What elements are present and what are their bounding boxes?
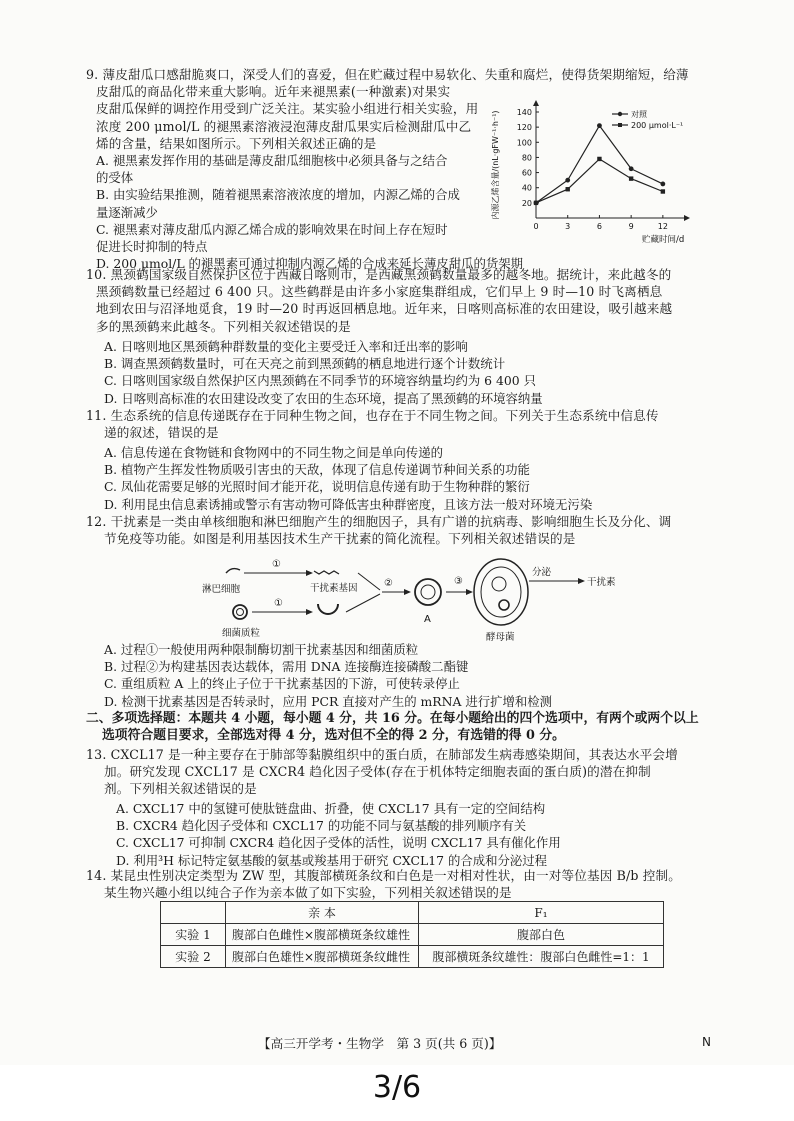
table-row: [161, 946, 664, 968]
question-13-options: [116, 800, 561, 869]
question-9-line: 皮甜瓜保鲜的调控作用受到广泛关注。某实验小组进行相关实验，用: [96, 101, 479, 117]
question-11-option: C. 凤仙花需要足够的光照时间才能开花，说明信息传递有助于生物种群的繁衍: [104, 479, 530, 495]
step1-label-bottom: ①: [274, 598, 283, 609]
data-point: [629, 166, 634, 171]
x-tick-label: 12: [657, 222, 668, 231]
question-11-option: D. 利用昆虫信息素诱捕或警示有害动物可降低害虫种群密度，且该方法一般对环境无污染: [104, 496, 593, 512]
question-13-option: B. CXCR4 趋化因子受体和 CXCL17 的功能不同与氨基酸的排列顺序有关: [116, 818, 527, 834]
table-cell: 腹部白色: [419, 924, 664, 946]
question-9-line: 浓度 200 μmol/L 的褪黑素溶液浸泡薄皮甜瓜果实后检测甜瓜中乙: [96, 118, 472, 134]
arrowhead: [306, 570, 313, 576]
table-cell: 腹部横斑条纹雄性：腹部白色雌性=1：1: [419, 946, 664, 968]
question-10-options: [104, 338, 543, 407]
step1-label-top: ①: [272, 559, 281, 570]
interferon-flow-diagram: [196, 548, 626, 643]
arrowhead: [466, 589, 473, 595]
question-12-option: B. 过程②为构建基因表达载体，需用 DNA 连接酶连接磷酸二酯键: [104, 659, 469, 675]
question-13-line: 加。研究发现 CXCL17 是 CXCR4 趋化因子受体(存在于机体特定细胞表面的蛋白质)的潜在抑制: [104, 764, 651, 780]
gene-fragment: [314, 571, 339, 574]
y-tick-label: 40: [521, 183, 532, 193]
question-9-option: C. 褪黑素对薄皮甜瓜内源乙烯合成的影响效果在时间上存在短时: [96, 221, 448, 237]
question-11-line: 11. 生态系统的信息传递既存在于同种生物之间，也存在于不同生物之间。下列关于生态系统中信息传: [86, 408, 659, 423]
data-point: [597, 123, 602, 128]
data-point: [534, 201, 538, 205]
question-11-line: 递的叙述，错误的是: [104, 425, 219, 441]
table-cell: 实验 1: [161, 924, 226, 946]
corner-mark: N: [702, 1035, 711, 1049]
ethylene-chart: [484, 98, 699, 248]
question-10-stem: [86, 266, 672, 335]
y-tick-label: 80: [521, 153, 532, 163]
page-indicator: 3/6: [372, 1070, 422, 1105]
lymph-dna-strand: [226, 569, 240, 573]
y-tick-label: 60: [521, 168, 532, 178]
question-9-line: 烯的含量，结果如图所示。下列相关叙述正确的是: [96, 135, 377, 151]
table-header-cell: [161, 902, 226, 924]
section-2-line: 二、多项选择题：本题共 4 小题，每小题 4 分，共 16 分。在每小题给出的四个选项中，有两个或两个以上: [86, 711, 699, 726]
data-point: [565, 178, 570, 183]
question-10-option: A. 日喀则地区黑颈鹤种群数量的变化主要受迁入率和迁出率的影响: [104, 339, 468, 354]
question-12-option: D. 检测干扰素基因是否转录时，应用 PCR 直接对产生的 mRNA 进行扩增和检测: [104, 693, 553, 709]
data-point: [566, 187, 570, 191]
secrete-label: 分泌: [532, 567, 552, 578]
question-14-line: 14. 某昆虫性别决定类型为 ZW 型，其腹部横斑条纹和白色是一对相对性状，由一对等位基因 B/b 控制。: [86, 868, 681, 883]
question-9-options: [96, 152, 523, 272]
step3-label: ③: [454, 576, 463, 587]
question-13-option: C. CXCL17 可抑制 CXCR4 趋化因子受体的活性，说明 CXCL17 具有催化作用: [116, 835, 561, 851]
question-12-option: A. 过程①一般使用两种限制酶切割干扰素基因和细菌质粒: [104, 642, 419, 657]
question-10-line: 10. 黑颈鹤国家级自然保护区位于西藏日喀则市，是西藏黑颈鹤数量最多的越冬地。据统计，来此越冬的: [86, 267, 672, 282]
x-tick-label: 3: [565, 222, 571, 231]
question-14-stem: [86, 867, 681, 901]
interferon-label: 干扰素: [587, 577, 616, 588]
question-10-line: 黑颈鹤数量已经超过 6 400 只。这些鹤群是由许多小家庭集群组成，它们早上 9 时—10 时飞离栖息: [96, 284, 663, 300]
step2-label: ②: [384, 578, 393, 589]
question-9-option: B. 由实验结果推测，随着褪黑素溶液浓度的增加，内源乙烯的合成: [96, 187, 460, 203]
question-10-line: 多的黑颈鹤来此越冬。下列相关叙述错误的是: [96, 318, 351, 334]
arrowhead: [404, 589, 411, 595]
x-tick-label: 0: [533, 222, 539, 231]
question-12-line: 12. 干扰素是一类由单核细胞和淋巴细胞产生的细胞因子，具有广谱的抗病毒、影响细胞生长及分化、调: [86, 514, 672, 529]
legend-marker: [618, 123, 622, 127]
question-9-option: 量逐渐减少: [96, 204, 158, 220]
question-12-stem: [86, 513, 671, 547]
question-12-options: [104, 641, 552, 710]
question-13-option: D. 利用³H 标记特定氨基酸的氨基或羧基用于研究 CXCL17 的合成和分泌过程: [116, 852, 548, 868]
arrowhead: [578, 578, 585, 584]
arrowhead: [306, 609, 313, 615]
data-point: [629, 176, 633, 180]
question-9-option: D. 200 μmol/L 的褪黑素可通过抑制内源乙烯的合成来延长薄皮甜瓜的货架期: [96, 256, 524, 272]
question-9-line: 皮甜瓜的商品化带来重大影响。近年来褪黑素(一种激素)对果实: [96, 84, 451, 100]
plasmid-a-label: A: [424, 614, 431, 625]
question-12-line: 节免疫等功能。如图是利用基因技术生产干扰素的简化流程。下列相关叙述错误的是: [104, 531, 576, 547]
legend-label: 对照: [631, 110, 647, 119]
question-13-stem: [86, 746, 678, 798]
question-12-option: C. 重组质粒 A 上的终止子位于干扰素基因的下游，可使转录停止: [104, 676, 460, 692]
data-point: [597, 157, 601, 161]
recombinant-plasmid-a: [415, 579, 441, 605]
question-11-options: [104, 444, 592, 513]
series-line: [536, 159, 663, 203]
question-9-option: A. 褪黑素发挥作用的基础是薄皮甜瓜细胞核中必须具备与之结合: [96, 153, 448, 168]
table-row: [161, 924, 664, 946]
table-cell: 腹部白色雌性×腹部横斑条纹雄性: [226, 924, 419, 946]
question-11-stem: [86, 407, 659, 441]
table-cell: 腹部白色雄性×腹部横斑条纹雌性: [226, 946, 419, 968]
question-11-option: B. 植物产生挥发性物质吸引害虫的天敌，体现了信息传递调节种间关系的功能: [104, 462, 530, 478]
x-axis-arrow: [684, 215, 690, 221]
x-tick-label: 6: [596, 222, 602, 231]
question-13-option: A. CXCL17 中的氢键可使肽链盘曲、折叠，使 CXCL17 具有一定的空间结构: [116, 801, 546, 816]
yeast-label: 酵母菌: [486, 632, 515, 643]
yeast-cell: [474, 559, 528, 625]
cross-experiment-table: [160, 901, 664, 968]
table-header-row: [161, 902, 664, 924]
y-tick-label: 120: [516, 123, 532, 133]
lymph-cell-label: 淋巴细胞: [202, 584, 241, 595]
question-9-line: 9. 薄皮甜瓜口感甜脆爽口，深受人们的喜爱，但在贮藏过程中易软化、失重和腐烂，使得货架期缩短，给薄: [86, 67, 689, 82]
gene-label: 干扰素基因: [310, 583, 358, 594]
y-axis-title: 内源乙烯含量/(nL·gFW⁻¹·h⁻¹): [491, 110, 500, 220]
cut-plasmid: [318, 604, 338, 614]
table-cell: 实验 2: [161, 946, 226, 968]
question-13-line: 13. CXCL17 是一种主要存在于肺部等黏膜组织中的蛋白质，在肺部发生病毒感染期间，其表达水平会增: [86, 747, 678, 762]
question-10-line: 地到农田与沼泽地觅食，19 时—20 时再返回栖息地。近年来，日喀则高标准的农田建设，吸引越来越: [96, 301, 673, 317]
question-14-line: 某生物兴趣小组以纯合子作为亲本做了如下实验，下列相关叙述错误的是: [104, 885, 512, 901]
page-footer: 【高三开学考・生物学 第 3 页(共 6 页)】: [258, 1036, 502, 1051]
legend-marker: [618, 112, 622, 116]
x-axis-title: 贮藏时间/d: [642, 235, 685, 245]
question-10-option: C. 日喀则国家级自然保护区内黑颈鹤在不同季节的环境容纳量均约为 6 400 只: [104, 373, 536, 389]
table-header-cell: 亲 本: [226, 902, 419, 924]
legend-label: 200 μmol·L⁻¹: [631, 121, 684, 130]
table-header-cell: F₁: [419, 902, 664, 924]
question-13-line: 剂。下列相关叙述错误的是: [104, 781, 257, 797]
plasmid-icon: [233, 605, 247, 619]
data-point: [660, 182, 665, 187]
plasmid-label: 细菌质粒: [222, 628, 261, 639]
series-line: [536, 126, 663, 203]
question-9-option: 的受体: [96, 170, 134, 186]
question-10-option: B. 调查黑颈鹤数量时，可在天亮之前到黑颈鹤的栖息地进行逐个计数统计: [104, 356, 506, 372]
y-tick-label: 140: [516, 108, 532, 117]
question-10-option: D. 日喀则高标准的农田建设改变了农田的生态环境，提高了黑颈鹤的环境容纳量: [104, 390, 543, 406]
x-tick-label: 9: [628, 222, 634, 231]
y-tick-label: 20: [521, 198, 532, 208]
question-11-option: A. 信息传递在食物链和食物网中的不同生物之间是单向传递的: [104, 445, 443, 460]
section-2-line: 选项符合题目要求，全部选对得 4 分，选对但不全的得 2 分，有选错的得 0 分。: [102, 728, 565, 744]
question-9-option: 促进长时抑制的特点: [96, 239, 208, 255]
data-point: [661, 189, 665, 193]
section-2-heading: [86, 710, 699, 745]
y-tick-label: 100: [516, 138, 532, 148]
y-axis-arrow: [533, 100, 539, 106]
